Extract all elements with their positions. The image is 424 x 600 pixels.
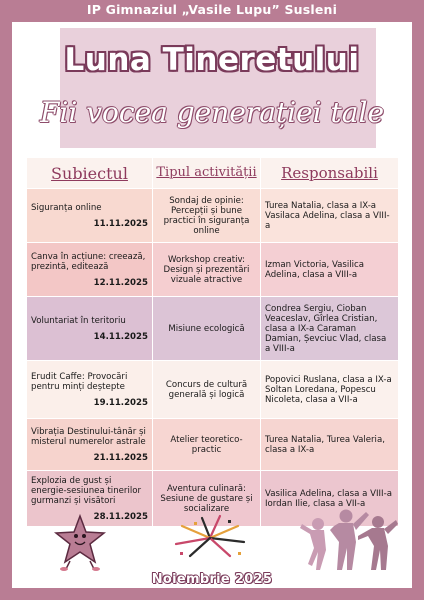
responsible-cell: Condrea Sergiu, Cioban Veaceslav, Gîrlea Cristian, clasa a IX-a Caraman Damian, Șevciuc Vlad, clasa a VIII-a [261, 297, 399, 361]
poster-title: Luna Tineretului [64, 42, 360, 78]
header-subject: Subiectul [27, 158, 153, 189]
subject-text: Voluntariat în teritoriu [31, 316, 126, 326]
activity-date: 12.11.2025 [93, 278, 148, 288]
activity-type-cell: Aventura culinară: Sesiune de gustare și socializare [153, 471, 261, 527]
responsible-cell: Popovici Ruslana, clasa a IX-a Soltan Loredana, Popescu Nicoleta, clasa a VII-a [261, 361, 399, 419]
activity-date: 11.11.2025 [93, 219, 148, 229]
table-row [27, 189, 399, 243]
frame-left [0, 0, 12, 600]
header-activity-type: Tipul activității [153, 158, 261, 189]
responsible-cell: Turea Natalia, clasa a IX-a Vasilaca Adelina, clasa a VIII-a [261, 189, 399, 243]
subject-cell [27, 243, 153, 297]
school-name: IP Gimnaziul „Vasile Lupu” Susleni [86, 2, 338, 17]
responsible-cell: Izman Victoria, Vasilica Adelina, clasa a VIII-a [261, 243, 399, 297]
subject-cell [27, 419, 153, 471]
subject-cell [27, 361, 153, 419]
header-responsible: Responsabili [261, 158, 399, 189]
activity-type-cell: Concurs de cultură generală și logică [153, 361, 261, 419]
subject-cell [27, 189, 153, 243]
activities-table [26, 157, 399, 527]
activity-type-cell: Misiune ecologică [153, 297, 261, 361]
activity-date: 21.11.2025 [93, 453, 148, 463]
responsible-cell: Vasilica Adelina, clasa a VIII-a Iordan Ilie, clasa a VII-a [261, 471, 399, 527]
poster-subtitle: Fii vocea generației tale [39, 96, 385, 129]
subject-text: Erudit Caffe: Provocări pentru minți deștepte [31, 372, 128, 392]
activity-date: 14.11.2025 [93, 332, 148, 342]
subject-text: Canva în acțiune: creează, prezintă, editează [31, 252, 146, 272]
table-header-row [27, 158, 399, 189]
confetti-icon [168, 512, 252, 564]
activity-date: 19.11.2025 [93, 398, 148, 408]
subject-cell [27, 297, 153, 361]
frame-right [412, 0, 424, 600]
activity-type-cell: Sondaj de opinie: Percepții și bune practici în siguranța online [153, 189, 261, 243]
frame-bottom [0, 588, 424, 600]
responsible-cell: Turea Natalia, Turea Valeria, clasa a IX-a [261, 419, 399, 471]
dancing-kids-icon [296, 506, 400, 572]
table-row [27, 419, 399, 471]
activity-date: 28.11.2025 [93, 512, 148, 522]
activity-type-cell: Atelier teoretico-practic [153, 419, 261, 471]
star-mascot-icon [52, 512, 108, 572]
footer-month: Noiembrie 2025 [151, 572, 273, 587]
table-row [27, 361, 399, 419]
subject-text: Vibrația Destinului-tânăr și misterul numerelor astrale [31, 427, 146, 447]
activity-type-cell: Workshop creativ: Design și prezentări vizuale atractive [153, 243, 261, 297]
subject-text: Siguranța online [31, 203, 102, 213]
table-row [27, 297, 399, 361]
table-row [27, 243, 399, 297]
subject-text: Explozia de gust și energie-sesiunea tinerilor gurmanzi și visători [31, 476, 142, 506]
